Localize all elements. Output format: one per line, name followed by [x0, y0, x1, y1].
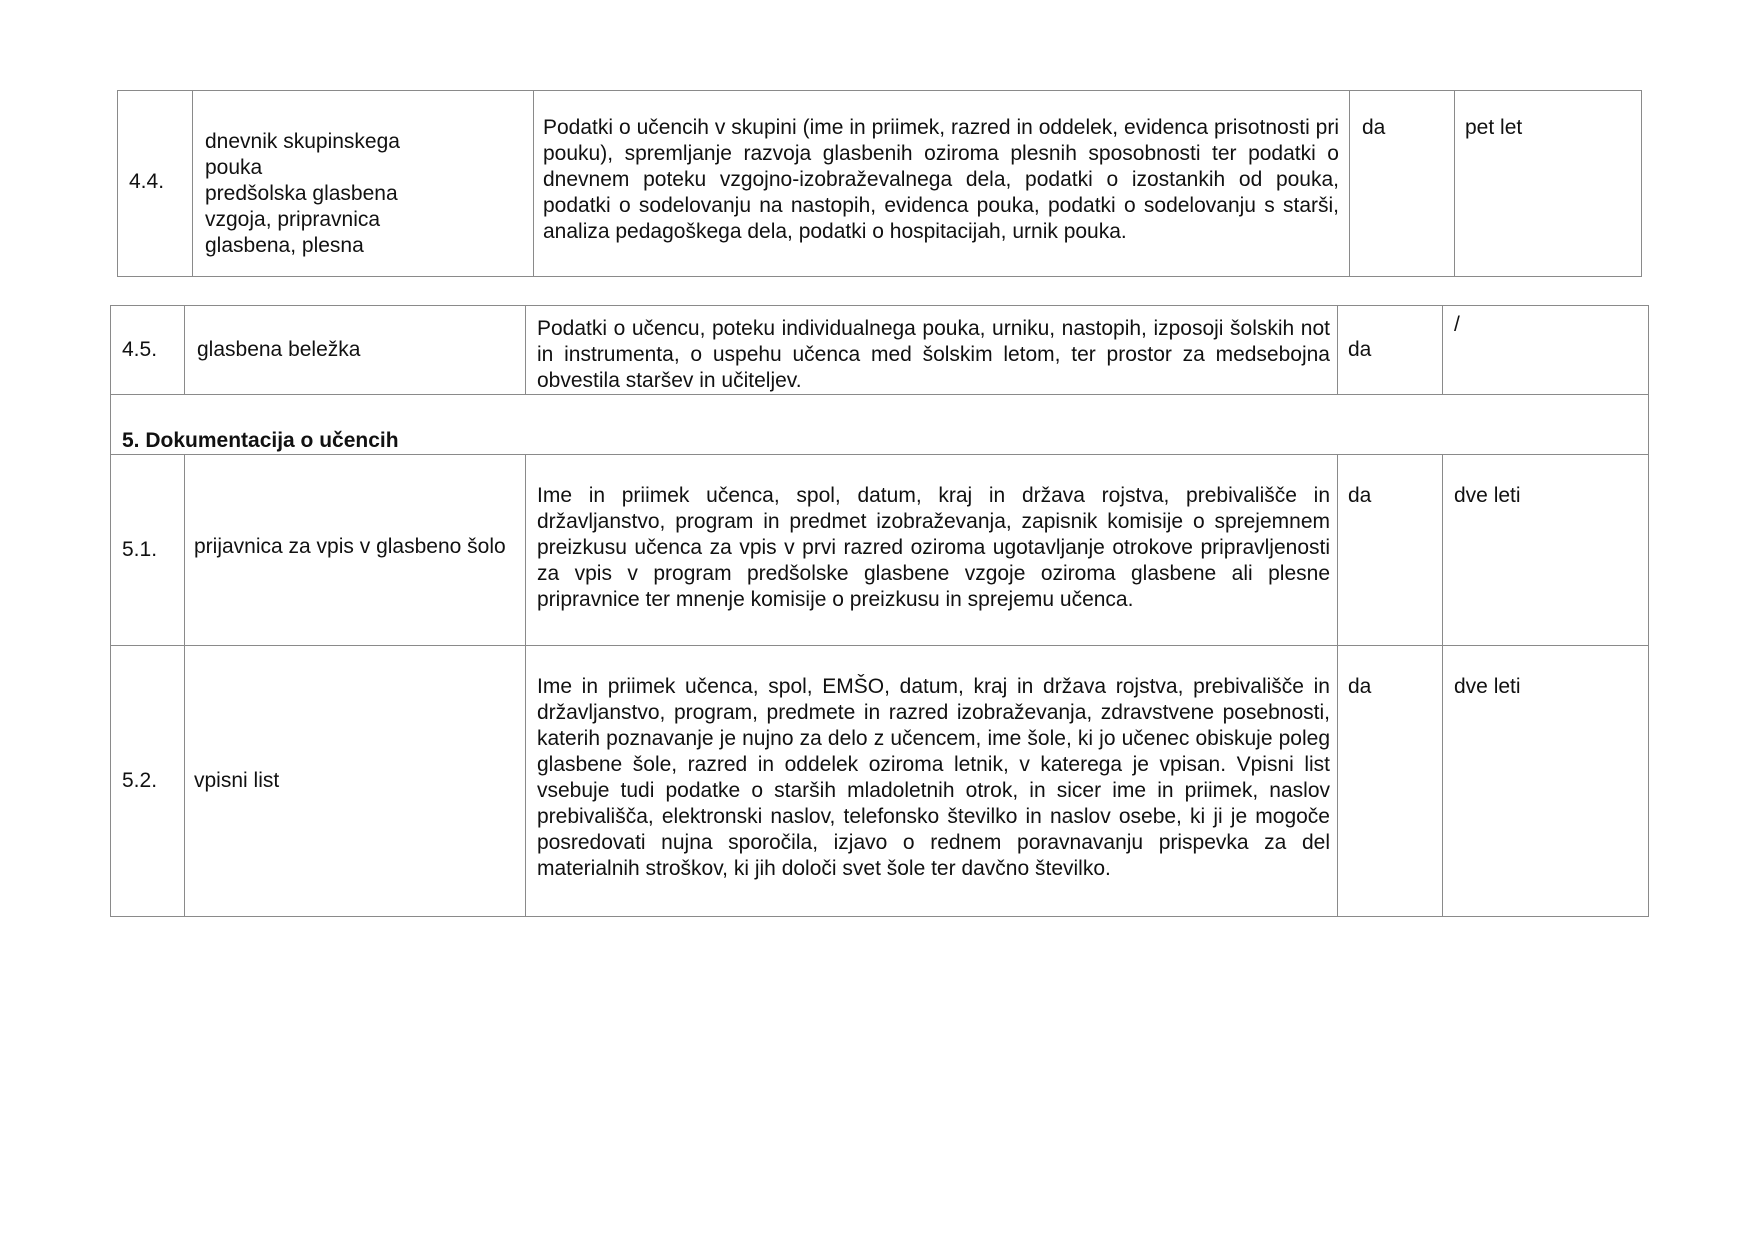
record-description: Podatki o učencu, poteku individualnega pouka, urniku, nastopih, izposoji šolskih not in instrumenta, o uspehu učenca med šolskim letom, ter prostor za medsebojna obvestila staršev in učiteljev.	[537, 317, 1330, 392]
record-name-line: vzgoja, pripravnica	[205, 208, 381, 231]
row-number: 4.4.	[129, 169, 165, 193]
records-table-4-5-to-5-2	[110, 305, 1649, 917]
section-heading-row	[111, 395, 1649, 455]
row-number-cell	[111, 646, 185, 917]
row-number: 5.2.	[122, 769, 158, 792]
table-row-5-2	[111, 646, 1649, 917]
retention-cell	[1443, 646, 1649, 917]
record-description-cell	[526, 646, 1338, 917]
retention-cell	[1443, 306, 1649, 395]
row-number: 5.1.	[122, 538, 158, 561]
required-cell	[1338, 646, 1443, 917]
retention-value: dve leti	[1454, 675, 1521, 698]
record-name: prijavnica za vpis v glasbeno šolo	[194, 535, 506, 558]
record-description: Ime in priimek učenca, spol, datum, kraj in država rojstva, prebivališče in državljanstvo, program in predmet izobraževanja, zapisnik komisije o sprejemnem preizkusu učenca za vpis v prvi razred oziroma ugotavljanje otrokove pripravljenosti za vpis v program predšolske glasbene vzgoje oziroma glasbene ali plesne pripravnice ter mnenje komisije o preizkusu in sprejemu učenca.	[537, 484, 1330, 611]
required-cell	[1338, 306, 1443, 395]
table-row-4-5	[111, 306, 1649, 395]
table-row-5-1	[111, 455, 1649, 646]
record-name-cell	[185, 455, 526, 646]
record-name: glasbena beležka	[197, 338, 361, 361]
record-name-cell	[193, 91, 534, 277]
record-description-cell	[526, 455, 1338, 646]
row-number-cell	[111, 306, 185, 395]
record-name-cell	[185, 646, 526, 917]
record-name: vpisni list	[194, 769, 280, 792]
required-value: da	[1348, 484, 1372, 507]
required-cell	[1338, 455, 1443, 646]
row-number-cell	[118, 91, 193, 277]
record-name-line: glasbena, plesna	[205, 234, 364, 257]
required-value: da	[1362, 116, 1386, 139]
retention-value: /	[1454, 313, 1460, 336]
records-table-4-4	[117, 90, 1642, 277]
record-description-cell	[534, 91, 1350, 277]
row-number: 4.5.	[122, 338, 158, 361]
retention-cell	[1455, 91, 1642, 277]
required-value: da	[1348, 338, 1372, 361]
record-name-line: dnevnik skupinskega	[205, 130, 400, 153]
record-name-line: predšolska glasbena	[205, 182, 398, 205]
table-row-4-4	[118, 91, 1642, 277]
record-description-cell	[526, 306, 1338, 395]
required-value: da	[1348, 675, 1372, 698]
record-description: Ime in priimek učenca, spol, EMŠO, datum, kraj in država rojstva, prebivališče in državljanstvo, program, predmete in razred izobraževanja, zdravstvene posebnosti, katerih poznavanje je nujno za delo z učencem, ime šole, ki jo učenec obiskuje poleg glasbene šole, razred in oddelek oziroma letnik, v katerega je vpisan. Vpisni list vsebuje tudi podatke o starših mladoletnih otrok, in sicer ime in priimek, naslov prebivališča, elektronski naslov, telefonsko številko in naslov osebe, ki ji je mogoče posredovati nujna sporočila, izjavo o rednem poravnavanju prispevka za del materialnih stroškov, ki jih določi svet šole ter davčno številko.	[537, 675, 1330, 880]
record-description: Podatki o učencih v skupini (ime in priimek, razred in oddelek, evidenca prisotnosti pri pouku), spremljanje razvoja glasbenih oziroma plesnih sposobnosti ter podatki o dnevnem poteku vzgojno-izobraževalnega dela, podatki o izostankih od pouka, podatki o sodelovanju na nastopih, evidenca pouka, podatki o sodelovanju s starši, analiza pedagoškega dela, podatki o hospitacijah, urnik pouka.	[543, 116, 1339, 243]
retention-cell	[1443, 455, 1649, 646]
section-heading-cell	[111, 395, 1649, 455]
row-number-cell	[111, 455, 185, 646]
retention-value: pet let	[1465, 116, 1523, 139]
retention-value: dve leti	[1454, 484, 1521, 507]
record-name-cell	[185, 306, 526, 395]
record-name-line: pouka	[205, 156, 263, 179]
required-cell	[1350, 91, 1455, 277]
section-heading: 5. Dokumentacija o učencih	[122, 429, 399, 452]
